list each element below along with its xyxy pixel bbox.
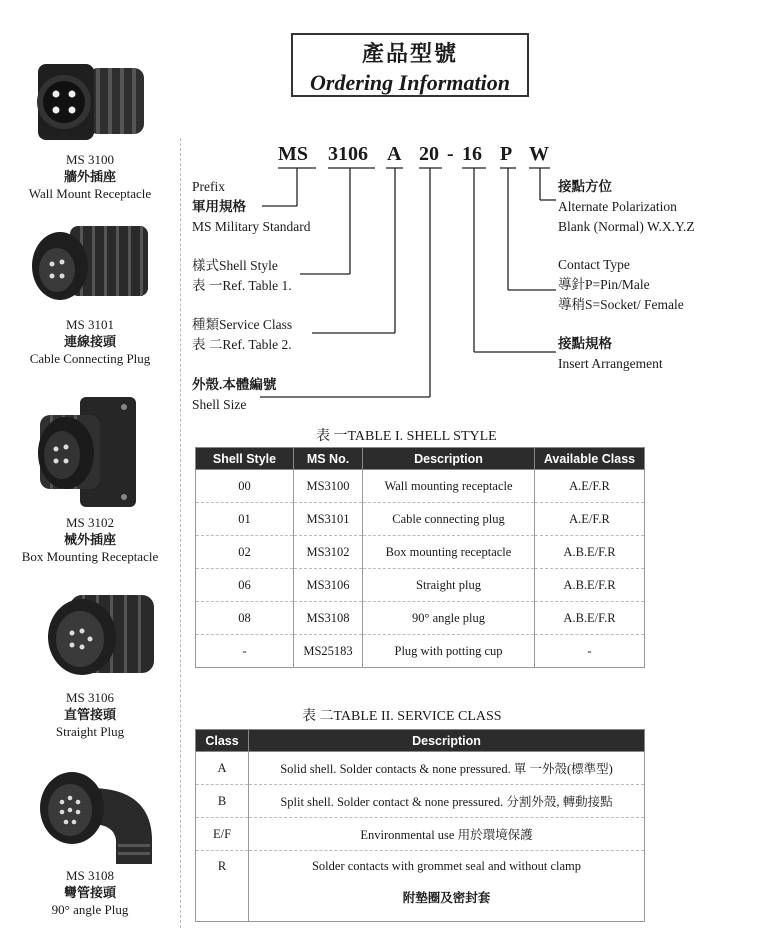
col-ms-no: MS No.: [294, 448, 363, 470]
cell: MS3102: [294, 536, 363, 569]
cell: 01: [196, 503, 294, 536]
shell-style-table: [195, 447, 645, 668]
pn-class: A: [387, 143, 402, 165]
label-class-line2: 表 二Ref. Table 2.: [192, 337, 292, 352]
cell: 90° angle plug: [363, 602, 535, 635]
product-caption-ms3106: [0, 689, 180, 740]
label-contact-pin: 導針P=Pin/Male: [558, 277, 650, 292]
col-description: Description: [363, 448, 535, 470]
table-row: [196, 602, 645, 635]
cell: Environmental use 用於環境保護: [249, 818, 645, 851]
product-image-ms3108: [0, 768, 180, 873]
title-chinese: 產品型號: [361, 41, 458, 66]
cell: 06: [196, 569, 294, 602]
cell: Split shell. Solder contact & none pressured. 分割外殼, 轉動接點: [249, 785, 645, 818]
product-model: MS 3106: [65, 690, 115, 705]
table-header-row: [196, 730, 645, 752]
cell: A.B.E/F.R: [535, 602, 645, 635]
label-prefix: Prefix: [192, 179, 225, 194]
label-polar-en: Alternate Polarization: [558, 199, 677, 214]
product-model: MS 3108: [65, 868, 115, 883]
table1-caption: 表 一TABLE I. SHELL STYLE: [316, 429, 497, 444]
cell: A.B.E/F.R: [535, 569, 645, 602]
pn-prefix: MS: [278, 143, 308, 165]
product-name-zh: 械外插座: [63, 532, 116, 547]
product-name-zh: 直管接頭: [63, 707, 116, 722]
service-class-table: [195, 729, 645, 922]
cell: -: [535, 635, 645, 668]
label-mil-zh: 軍用規格: [192, 199, 246, 214]
cell: B: [196, 785, 249, 818]
cell-footnote: 附墊圈及密封套: [402, 891, 491, 905]
cell: -: [196, 635, 294, 668]
product-name-zh: 彎管接頭: [63, 885, 116, 900]
label-polar-block: [558, 177, 695, 237]
label-contact-type: Contact Type: [558, 257, 630, 272]
pn-size: 20: [419, 143, 439, 165]
table2-caption: 表 二TABLE II. SERVICE CLASS: [302, 709, 502, 724]
cell: Plug with potting cup: [363, 635, 535, 668]
cell: R: [196, 851, 249, 922]
cell-multiline: [249, 851, 645, 922]
label-style-block: [192, 256, 292, 296]
pn-polar: W: [529, 143, 549, 165]
product-name-en: Box Mounting Receptacle: [21, 549, 159, 564]
product-name-zh: 連線接頭: [63, 334, 116, 349]
table-row: [196, 818, 645, 851]
table-row: [196, 785, 645, 818]
product-model: MS 3102: [65, 515, 115, 530]
col-available-class: Available Class: [535, 448, 645, 470]
product-name-en: Cable Connecting Plug: [29, 351, 151, 366]
pn-dash: -: [447, 143, 454, 165]
pn-contact: P: [500, 143, 513, 165]
cell: MS25183: [294, 635, 363, 668]
label-contact-block: [558, 255, 684, 315]
label-size-en: Shell Size: [192, 397, 247, 412]
label-size-block: [192, 375, 276, 415]
label-style-line1: 樣式Shell Style: [192, 258, 278, 273]
cell: Solid shell. Solder contacts & none pressured. 單 一外殼(標準型): [249, 752, 645, 785]
cell: A.B.E/F.R: [535, 536, 645, 569]
col-shell-style: Shell Style: [196, 448, 294, 470]
cell: E/F: [196, 818, 249, 851]
product-name-en: Straight Plug: [55, 724, 125, 739]
cell: A.E/F.R: [535, 503, 645, 536]
cell: MS3100: [294, 470, 363, 503]
cell: MS3108: [294, 602, 363, 635]
table-header-row: [196, 448, 645, 470]
title-english: Ordering Information: [310, 70, 510, 95]
table-row: [196, 503, 645, 536]
label-insert-zh: 接點規格: [558, 336, 612, 351]
cell: A.E/F.R: [535, 470, 645, 503]
col-class: Class: [196, 730, 249, 752]
label-class-block: [192, 315, 292, 355]
cell: MS3106: [294, 569, 363, 602]
label-mil-en: MS Military Standard: [192, 219, 311, 234]
table-row: [196, 752, 645, 785]
product-caption-ms3102: [0, 514, 180, 565]
table-row: [196, 536, 645, 569]
label-polar-values: Blank (Normal) W.X.Y.Z: [558, 219, 695, 234]
pn-style: 3106: [328, 143, 368, 165]
product-name-en: Wall Mount Receptacle: [28, 186, 152, 201]
cell: MS3101: [294, 503, 363, 536]
label-contact-socket: 導稍S=Socket/ Female: [558, 297, 684, 312]
cell: Wall mounting receptacle: [363, 470, 535, 503]
label-insert-block: [558, 334, 663, 374]
label-polar-zh: 接點方位: [558, 179, 612, 194]
cell: Straight plug: [363, 569, 535, 602]
cell: 02: [196, 536, 294, 569]
table-row: [196, 851, 645, 922]
cell: 08: [196, 602, 294, 635]
product-model: MS 3100: [65, 152, 115, 167]
product-model: MS 3101: [65, 317, 115, 332]
cell: Cable connecting plug: [363, 503, 535, 536]
product-name-zh: 牆外插座: [63, 169, 116, 184]
label-size-zh: 外殼.本體編號: [192, 377, 277, 392]
label-insert-en: Insert Arrangement: [558, 356, 663, 371]
cell: 00: [196, 470, 294, 503]
product-caption-ms3108: [0, 867, 180, 918]
table-row: [196, 635, 645, 668]
pn-insert: 16: [462, 143, 482, 165]
cell: A: [196, 752, 249, 785]
product-name-en: 90° angle Plug: [51, 902, 129, 917]
product-image-ms3106: [0, 587, 180, 692]
cell: Box mounting receptacle: [363, 536, 535, 569]
table-row: [196, 569, 645, 602]
label-prefix-block: [192, 177, 311, 237]
col-description: Description: [249, 730, 645, 752]
table-row: [196, 470, 645, 503]
label-class-line1: 種類Service Class: [192, 317, 293, 332]
label-style-line2: 表 一Ref. Table 1.: [192, 278, 292, 293]
cell-line: Solder contacts with grommet seal and without clamp: [311, 859, 582, 873]
